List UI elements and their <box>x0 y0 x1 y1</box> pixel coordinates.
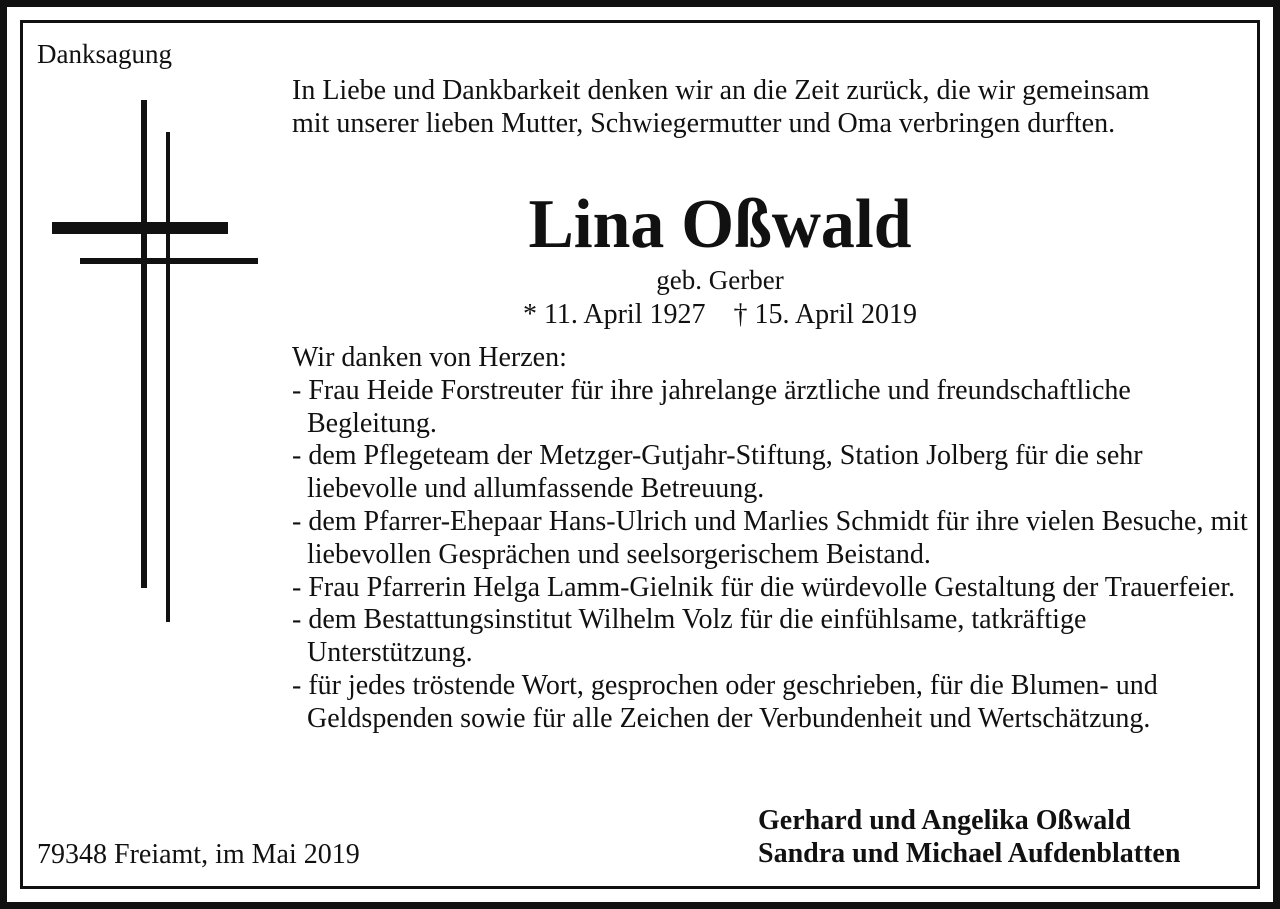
thanks-list <box>292 375 1252 736</box>
death-date: † 15. April 2019 <box>733 299 918 330</box>
double-cross-icon <box>0 0 280 700</box>
place-date: 79348 Freiamt, im Mai 2019 <box>37 839 360 870</box>
cross-beam-upper <box>52 222 228 234</box>
maiden-name: geb. Gerber <box>656 265 784 295</box>
thanks-section <box>292 342 1252 736</box>
signer-line: Sandra und Michael Aufdenblatten <box>758 838 1181 869</box>
thanks-item: - Frau Pfarrerin Helga Lamm-Gielnik für die würdevolle Gestaltung der Trauerfeier. <box>292 571 1236 603</box>
cross-post-left <box>141 100 147 588</box>
deceased-name: Lina Oßwald <box>528 186 912 263</box>
thanks-lead: Wir danken von Herzen: <box>292 342 567 373</box>
signer-line: Gerhard und Angelika Oßwald <box>758 805 1131 836</box>
thanks-item: - dem Pfarrer-Ehepaar Hans-Ulrich und Marlies Schmidt für ihre vielen Besuche, mit liebevollen Gesprächen und seelsorgerischem Beistand. <box>292 505 1248 570</box>
thanks-item: - Frau Heide Forstreuter für ihre jahrelange ärztliche und freundschaftliche Begleitung. <box>292 374 1131 439</box>
signers <box>758 804 1258 870</box>
intro-paragraph: In Liebe und Dankbarkeit denken wir an die Zeit zurück, die wir gemeinsam mit unserer lieben Mutter, Schwiegermutter und Oma verbringen durften. <box>292 75 1150 139</box>
life-dates <box>290 298 1150 332</box>
thanks-item: - dem Pflegeteam der Metzger-Gutjahr-Stiftung, Station Jolberg für die sehr liebevolle und allumfassende Betreuung. <box>292 440 1143 505</box>
birth-date: * 11. April 1927 <box>522 299 706 330</box>
cross-post-right <box>166 132 170 622</box>
thanks-item: - dem Bestattungsinstitut Wilhelm Volz für die einfühlsame, tatkräftige Unterstützung. <box>292 604 1087 669</box>
thanks-item: - für jedes tröstende Wort, gesprochen oder geschrieben, für die Blumen- und Geldspenden sowie für alle Zeichen der Verbundenheit und Wertschätzung. <box>292 669 1158 734</box>
intro-text <box>292 74 1192 140</box>
notice-heading: Danksagung <box>37 39 172 69</box>
